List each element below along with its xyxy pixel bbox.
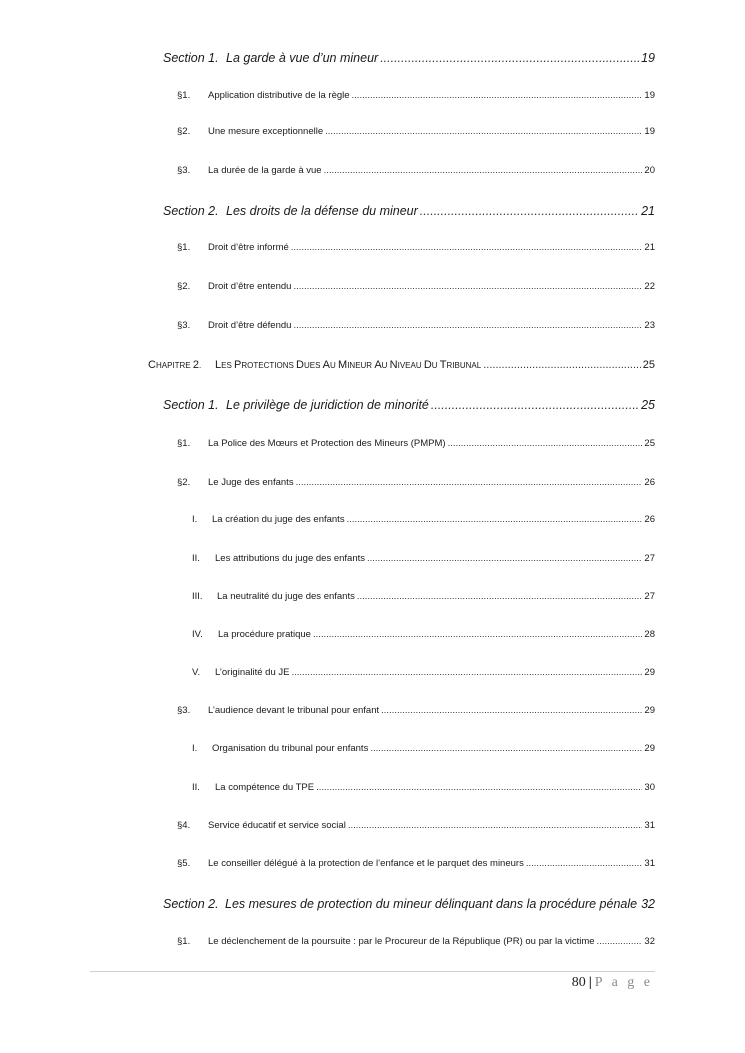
toc-entry-title: La garde à vue d’un mineur [226, 51, 379, 65]
toc-entry-page: 27 [644, 591, 655, 602]
page-footer [572, 975, 653, 991]
toc-leader-dots [291, 667, 642, 678]
toc-entry-title: Service éducatif et service social [208, 820, 346, 831]
toc-entry-page: 21 [644, 242, 655, 253]
toc-entry-title: Les droits de la défense du mineur [226, 204, 418, 218]
toc-entry-title: Droit d’être informé [208, 242, 289, 253]
toc-entry-page: 22 [644, 281, 655, 292]
toc-entry-number: §1. [177, 242, 191, 253]
toc-leader-dots [347, 514, 643, 525]
toc-leader-dots [380, 51, 639, 65]
toc-entry-page: 29 [644, 667, 655, 678]
toc-entry[interactable] [192, 667, 655, 678]
toc-leader-dots [313, 629, 642, 640]
toc-entry-title: Une mesure exceptionnelle [208, 126, 324, 137]
toc-leader-dots [293, 281, 642, 292]
toc-leader-dots [431, 398, 639, 412]
toc-entry-number: IV. [192, 629, 203, 640]
toc-entry[interactable] [177, 438, 655, 449]
page-label: P a g e [594, 975, 653, 990]
toc-entry-title: L’audience devant le tribunal pour enfant [208, 705, 380, 716]
toc-entry-number: §2. [177, 281, 191, 292]
toc-entry-page: 26 [644, 477, 655, 488]
toc-entry-number: §3. [177, 705, 191, 716]
toc-entry-number: II. [192, 782, 200, 793]
toc-entry-title: Le conseiller délégué à la protection de l’enfance et le parquet des mineurs [208, 858, 524, 869]
toc-entry-page: 25 [641, 398, 655, 412]
toc-leader-dots [448, 438, 643, 449]
toc-entry-title: La création du juge des enfants [212, 514, 345, 525]
footer-divider [90, 971, 655, 972]
toc-entry[interactable] [192, 553, 655, 564]
toc-entry[interactable] [177, 858, 655, 869]
toc-entry-title: Le Juge des enfants [208, 477, 294, 488]
toc-entry-page: 21 [641, 204, 655, 218]
footer-separator: | [588, 975, 592, 990]
toc-leader-dots [325, 126, 642, 137]
toc-entry-title: Droit d’être défendu [208, 320, 292, 331]
toc-entry[interactable] [177, 90, 655, 101]
toc-leader-dots [370, 743, 642, 754]
toc-entry[interactable] [163, 398, 655, 412]
toc-entry-page: 32 [644, 936, 655, 947]
toc-entry-page: 25 [642, 359, 655, 371]
page-number: 80 [571, 975, 586, 990]
toc-entry[interactable] [163, 897, 655, 911]
toc-entry[interactable] [163, 204, 655, 218]
toc-leader-dots [316, 782, 642, 793]
toc-leader-dots [352, 90, 643, 101]
toc-leader-dots [293, 320, 642, 331]
toc-entry-page: 19 [641, 51, 655, 65]
toc-entry-page: 19 [644, 126, 655, 137]
toc-entry-page: 31 [644, 820, 655, 831]
toc-entry-title: La Police des Mœurs et Protection des Mineurs (PMPM) [208, 438, 446, 449]
toc-leader-dots [324, 165, 643, 176]
toc-entry-page: 20 [644, 165, 655, 176]
toc-entry[interactable] [177, 936, 655, 947]
toc-entry-page: 27 [644, 553, 655, 564]
toc-leader-dots [357, 591, 643, 602]
toc-entry-title: Les mesures de protection du mineur délinquant dans la procédure pénale [225, 897, 638, 911]
toc-entry-number: Section 2. [163, 897, 219, 911]
toc-entry-page: 29 [644, 705, 655, 716]
toc-entry-number: I. [192, 743, 198, 754]
toc-entry-number: I. [192, 514, 198, 525]
toc-entry[interactable] [192, 591, 655, 602]
toc-entry-page: 19 [644, 90, 655, 101]
toc-entry-number: Section 1. [163, 51, 219, 65]
toc-entry-page: 25 [644, 438, 655, 449]
toc-entry-title: Les attributions du juge des enfants [215, 553, 365, 564]
toc-entry-page: 26 [644, 514, 655, 525]
toc-entry-page: 23 [644, 320, 655, 331]
toc-entry-number: CHAPITRE 2. [148, 359, 202, 371]
toc-leader-dots [483, 359, 641, 371]
toc-entry-title: L’originalité du JE [215, 667, 290, 678]
toc-entry[interactable] [177, 705, 655, 716]
toc-entry-number: §2. [177, 477, 191, 488]
toc-entry-number: §1. [177, 936, 191, 947]
toc-entry[interactable] [177, 165, 655, 176]
toc-entry[interactable] [177, 126, 655, 137]
toc-entry-title: Application distributive de la règle [208, 90, 350, 101]
toc-leader-dots [420, 204, 639, 218]
toc-entry[interactable] [177, 820, 655, 831]
toc-entry-number: II. [192, 553, 200, 564]
toc-entry-number: Section 2. [163, 204, 219, 218]
toc-entry[interactable] [192, 514, 655, 525]
toc-entry-title: La procédure pratique [218, 629, 311, 640]
toc-leader-dots [367, 553, 642, 564]
toc-entry-page: 28 [644, 629, 655, 640]
toc-leader-dots [526, 858, 643, 869]
toc-entry-number: Section 1. [163, 398, 219, 412]
toc-entry[interactable] [148, 359, 655, 371]
toc-entry[interactable] [177, 477, 655, 488]
toc-entry[interactable] [192, 782, 655, 793]
toc-entry[interactable] [192, 743, 655, 754]
toc-entry-page: 29 [644, 743, 655, 754]
toc-entry-page: 30 [644, 782, 655, 793]
toc-entry-page: 32 [641, 897, 655, 911]
toc-entry-page: 31 [644, 858, 655, 869]
toc-leader-dots [381, 705, 642, 716]
toc-entry-number: III. [192, 591, 203, 602]
toc-entry-title: Droit d’être entendu [208, 281, 292, 292]
toc-entry-number: §1. [177, 90, 191, 101]
toc-leader-dots [291, 242, 643, 253]
toc-entry-number: §5. [177, 858, 191, 869]
toc-entry-title: Le privilège de juridiction de minorité [226, 398, 429, 412]
toc-entry-title: La durée de la garde à vue [208, 165, 322, 176]
toc-entry-number: §1. [177, 438, 191, 449]
toc-leader-dots [296, 477, 643, 488]
toc-entry[interactable] [177, 281, 655, 292]
toc-entry-number: §2. [177, 126, 191, 137]
toc-leader-dots [597, 936, 643, 947]
toc-entry-number: V. [192, 667, 201, 678]
toc-leader-dots [348, 820, 643, 831]
toc-entry-title: Organisation du tribunal pour enfants [212, 743, 369, 754]
toc-entry-number: §4. [177, 820, 191, 831]
toc-entry-number: §3. [177, 165, 191, 176]
toc-entry[interactable] [192, 629, 655, 640]
toc-entry-title: LES PROTECTIONS DUES AU MINEUR AU NIVEAU DU TRIBUNAL [215, 359, 482, 371]
toc-entry[interactable] [177, 242, 655, 253]
toc-entry-title: La compétence du TPE [215, 782, 315, 793]
toc-entry-title: Le déclenchement de la poursuite : par le Procureur de la République (PR) ou par la victime [208, 936, 595, 947]
toc-entry[interactable] [163, 51, 655, 65]
toc-entry-title: La neutralité du juge des enfants [217, 591, 355, 602]
toc-entry[interactable] [177, 320, 655, 331]
toc-entry-number: §3. [177, 320, 191, 331]
